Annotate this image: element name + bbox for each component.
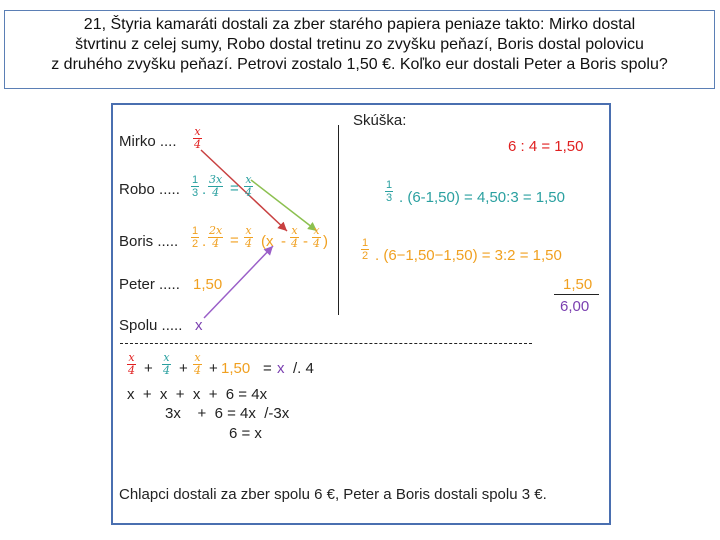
- boris-f2-num: 2x: [209, 224, 223, 237]
- boris-equals: =: [230, 232, 239, 249]
- spolu-label: Spolu .....: [119, 317, 183, 334]
- boris-dot: .: [202, 233, 207, 250]
- boris-f2-den: 4: [212, 237, 220, 250]
- peter-value: 1,50: [193, 276, 223, 293]
- mirko-label: Mirko ....: [119, 133, 177, 150]
- eq-plus-3: +: [209, 360, 218, 377]
- eq-row-3: 3x + 6 = 4x /-3x: [165, 405, 290, 422]
- problem-statement: [4, 10, 715, 89]
- eq-rhs: x: [277, 360, 285, 377]
- boris-fraction-5: [312, 225, 321, 250]
- robo-f1-den: 3: [192, 187, 199, 199]
- boris-f3-den: 4: [245, 237, 252, 250]
- sum-line: [554, 294, 599, 295]
- eq-row-2: x + x + x + 6 = 4x: [127, 386, 268, 403]
- robo-fraction-2: [208, 174, 223, 199]
- eq-operation: /. 4: [293, 360, 314, 377]
- eq-value: 1,50: [221, 360, 251, 377]
- robo-f2-num: 3x: [209, 173, 223, 186]
- solution-panel: [111, 103, 611, 525]
- problem-line-1: 21, Štyria kamaráti dostali za zber starého papiera peniaze takto: Mirko dostal: [83, 16, 636, 33]
- eq-fraction-3: [193, 352, 202, 377]
- eq-equals: =: [263, 360, 272, 377]
- check-title: Skúška:: [353, 112, 407, 129]
- check-line-2-fraction: [385, 179, 393, 204]
- check-line-2-num: 1: [386, 179, 393, 191]
- check-line-3-fraction: [361, 237, 369, 262]
- boris-fraction-4: [290, 225, 299, 250]
- boris-label: Boris .....: [119, 233, 179, 250]
- eq-fraction-2: [162, 352, 171, 377]
- conclusion: Chlapci dostali za zber spolu 6 €, Peter a Boris dostali spolu 3 €.: [119, 486, 547, 503]
- eq-plus-1: +: [144, 360, 153, 377]
- eq-fraction-1: [127, 352, 136, 377]
- eq-row-4: 6 = x: [229, 425, 262, 442]
- mirko-fraction-den: 4: [194, 138, 201, 151]
- peter-label: Peter .....: [119, 276, 180, 293]
- boris-paren-close: ): [323, 233, 328, 250]
- boris-f1-num: 1: [192, 225, 199, 237]
- robo-f3-den: 4: [245, 186, 252, 199]
- eq-f3-num: x: [194, 351, 201, 364]
- robo-f2-den: 4: [212, 186, 220, 199]
- check-line-5: 6,00: [560, 298, 590, 315]
- eq-f1-den: 4: [128, 364, 135, 377]
- mirko-fraction: [193, 126, 202, 151]
- check-line-2: . (6-1,50) = 4,50:3 = 1,50: [399, 189, 565, 206]
- boris-f4-den: 4: [291, 237, 298, 250]
- boris-paren-open: (x: [261, 233, 274, 250]
- boris-f1-den: 2: [192, 238, 199, 250]
- eq-plus-2: +: [179, 360, 188, 377]
- dashed-separator: [120, 343, 532, 344]
- vertical-divider: [338, 125, 339, 315]
- boris-fraction-1: [191, 225, 199, 250]
- robo-equals: =: [230, 180, 239, 197]
- check-line-3-den: 2: [362, 250, 369, 262]
- eq-f2-num: x: [163, 351, 170, 364]
- robo-dot: .: [202, 181, 207, 198]
- robo-fraction-3: [244, 174, 253, 199]
- boris-f5-den: 4: [313, 237, 320, 250]
- robo-f1-num: 1: [192, 174, 199, 186]
- boris-minus-1: -: [281, 233, 286, 250]
- check-line-2-den: 3: [386, 192, 393, 204]
- problem-line-3: z druhého zvyšku peňazí. Petrovi zostalo 1,50 €. Koľko eur dostali Peter a Boris spolu?: [51, 56, 668, 73]
- check-line-3: . (6−1,50−1,50) = 3:2 = 1,50: [375, 247, 562, 264]
- robo-f3-num: x: [245, 173, 252, 186]
- eq-f1-num: x: [128, 351, 135, 364]
- robo-label: Robo .....: [119, 181, 180, 198]
- boris-fraction-3: [244, 225, 253, 250]
- mirko-fraction-num: x: [194, 125, 201, 138]
- boris-minus-2: -: [303, 233, 308, 250]
- check-line-4: 1,50: [563, 276, 593, 293]
- boris-fraction-2: [208, 225, 223, 250]
- robo-fraction-1: [191, 174, 199, 199]
- problem-line-2: štvrtinu z celej sumy, Robo dostal tretinu zo zvyšku peňazí, Boris dostal polovicu: [75, 36, 644, 53]
- boris-f3-num: x: [245, 224, 252, 237]
- eq-f2-den: 4: [163, 364, 170, 377]
- boris-f5-num: x: [313, 224, 320, 237]
- arrows-overlay: [113, 105, 609, 523]
- check-line-3-num: 1: [362, 237, 369, 249]
- check-line-1: 6 : 4 = 1,50: [508, 138, 584, 155]
- spolu-value: x: [195, 317, 203, 334]
- eq-f3-den: 4: [194, 364, 201, 377]
- boris-f4-num: x: [291, 224, 298, 237]
